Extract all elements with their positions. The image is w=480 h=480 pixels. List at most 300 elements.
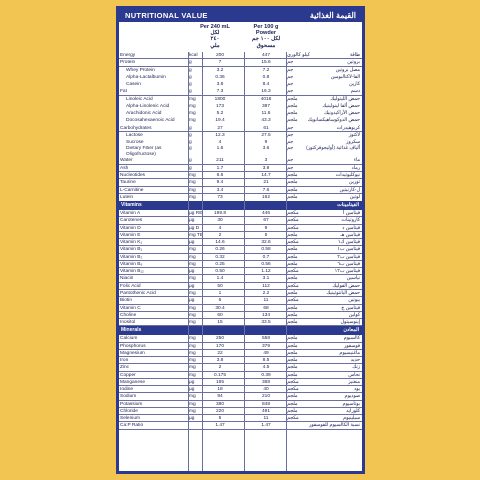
unit-ar: جم bbox=[287, 146, 294, 152]
unit-ar: ملجم bbox=[287, 261, 298, 267]
section-vitamins bbox=[119, 201, 362, 210]
value-per-100g: 3.1 bbox=[262, 276, 270, 282]
table-row bbox=[119, 187, 362, 194]
nutrient-name: Linoleic Acid bbox=[126, 96, 153, 102]
nutrient-name: Vitamin A bbox=[120, 211, 141, 217]
nutrition-table bbox=[116, 6, 365, 474]
unit-ar: جم bbox=[287, 165, 294, 171]
header-per-240ml-line3: ٢٤٠ bbox=[210, 36, 220, 43]
value-per-100g: 446 bbox=[261, 211, 270, 217]
value-per-240ml: 4 bbox=[218, 140, 222, 146]
nutrient-name: Potassium bbox=[120, 401, 143, 407]
nutrient-name: Vitamin E bbox=[120, 232, 141, 238]
value-per-240ml: 1.4 bbox=[216, 276, 224, 282]
value-per-100g: 11 bbox=[263, 416, 269, 422]
unit-ar: جم bbox=[287, 158, 294, 164]
value-per-240ml: 170 bbox=[215, 343, 224, 349]
unit-ar: ملجم bbox=[287, 232, 298, 238]
unit: mg bbox=[189, 96, 196, 102]
nutrient-name: Phosphorus bbox=[120, 343, 146, 349]
value-per-240ml: 6.6 bbox=[216, 172, 224, 178]
nutrient-name: Taurine bbox=[120, 180, 136, 186]
unit: µg bbox=[189, 416, 195, 422]
nutrient-name-ar: نيوكليوتيدات bbox=[335, 172, 360, 178]
table-row bbox=[119, 275, 362, 282]
unit-ar: جم bbox=[287, 140, 294, 146]
header-per-100g-line1: Per 100 g bbox=[253, 24, 279, 30]
value-per-240ml: 12.3 bbox=[215, 132, 225, 138]
table-row bbox=[119, 319, 362, 326]
value-per-100g: 21 bbox=[263, 180, 269, 186]
table-row bbox=[119, 335, 362, 342]
value-per-240ml: 1800 bbox=[214, 96, 226, 102]
value-per-100g: 368 bbox=[261, 379, 270, 385]
nutrient-name-ar: فيتامين د bbox=[342, 225, 360, 231]
table-row bbox=[119, 217, 362, 224]
nutrient-name: Protein bbox=[120, 60, 136, 66]
table-row bbox=[119, 157, 362, 164]
nutrient-name: Calcium bbox=[120, 336, 138, 342]
unit-ar: مكجم bbox=[287, 379, 299, 385]
table-row bbox=[119, 350, 362, 357]
unit: g bbox=[189, 140, 192, 146]
value-per-100g: 9 bbox=[264, 140, 268, 146]
column-divider bbox=[202, 52, 203, 471]
nutrient-name: Biotin bbox=[120, 298, 132, 304]
table-row bbox=[119, 179, 362, 186]
unit-ar: مكجم bbox=[287, 283, 299, 289]
value-per-240ml: 2 bbox=[218, 365, 222, 371]
table-row bbox=[119, 59, 362, 66]
value-per-100g: 32.6 bbox=[261, 240, 271, 246]
table-row bbox=[119, 103, 362, 110]
value-per-240ml: 19.4 bbox=[215, 118, 225, 124]
value-per-240ml: 60 bbox=[217, 312, 223, 318]
unit: mg bbox=[189, 118, 196, 124]
value-per-100g: 558 bbox=[261, 336, 270, 342]
unit-ar: جم bbox=[287, 67, 294, 73]
nutrient-name-ar: نسبة الكالسيوم للفوسفور bbox=[308, 423, 360, 429]
table-row bbox=[119, 232, 362, 239]
nutrient-name: Zinc bbox=[120, 365, 130, 371]
nutrient-name: Niacin bbox=[120, 276, 134, 282]
value-per-240ml: 1.6 bbox=[216, 146, 224, 152]
nutrient-name-ar: بيوتين bbox=[348, 298, 360, 304]
nutrient-name-ar: يود bbox=[354, 387, 360, 393]
nutrient-name: Energy bbox=[120, 53, 136, 58]
unit-ar: مكجم bbox=[287, 225, 299, 231]
unit: µg bbox=[189, 269, 195, 275]
value-per-240ml: 0.50 bbox=[215, 269, 225, 275]
value-per-100g: 210 bbox=[261, 394, 270, 400]
unit-ar: جم bbox=[287, 125, 294, 131]
unit-ar: ملجم bbox=[287, 365, 298, 371]
nutrient-name-ar: منغنيز bbox=[348, 379, 360, 385]
table-row bbox=[119, 372, 362, 379]
value-per-240ml: 211 bbox=[216, 158, 224, 164]
table-row bbox=[119, 74, 362, 81]
unit: g bbox=[189, 165, 192, 171]
unit-ar: ملجم bbox=[287, 247, 298, 253]
unit-ar: مكجم bbox=[287, 240, 299, 246]
unit: µg bbox=[189, 387, 195, 393]
value-per-240ml: 9.4 bbox=[216, 180, 224, 186]
nutrient-name: Sucrose bbox=[126, 140, 144, 146]
nutrient-name: Magnesium bbox=[120, 350, 145, 356]
table-row bbox=[119, 268, 362, 275]
nutrient-name-ar: فيتامين ب٦ bbox=[337, 261, 360, 267]
nutrient-name: Nucleotides bbox=[120, 172, 146, 178]
nutrient-name-ar: الفا-لاكتالبومين bbox=[330, 74, 360, 80]
header-per-100g-line4: مسحوق bbox=[256, 42, 276, 49]
nutrient-name: Lactose bbox=[126, 132, 143, 138]
nutrient-name: Manganese bbox=[120, 379, 146, 385]
nutrient-name-ar: فيتامين ك١ bbox=[337, 240, 360, 246]
nutrient-name-ar: لاكتوز bbox=[348, 132, 360, 138]
table-row bbox=[119, 379, 362, 386]
nutrient-name: L-Carnitine bbox=[120, 187, 144, 193]
section-vitamins-en: Vitamins bbox=[121, 202, 142, 209]
unit-ar: ملجم bbox=[287, 401, 298, 407]
value-per-240ml: 18 bbox=[217, 387, 223, 393]
vitamins-group bbox=[119, 210, 362, 326]
value-per-100g: 134 bbox=[261, 312, 270, 318]
nutrient-name-ar: حمض البانتوثينيك bbox=[326, 290, 360, 296]
value-per-100g: 0.56 bbox=[261, 261, 271, 267]
nutrient-name-ar: فيتامين ب٢ bbox=[337, 254, 360, 260]
nutrient-name-ar: سيلينيوم bbox=[343, 416, 360, 422]
table-row bbox=[119, 254, 362, 261]
unit: µg bbox=[189, 283, 195, 289]
value-per-240ml: 30 bbox=[217, 218, 223, 224]
unit: g bbox=[189, 82, 192, 88]
unit: g bbox=[189, 60, 192, 66]
unit: µg D bbox=[189, 225, 200, 231]
unit: mg bbox=[189, 343, 196, 349]
value-per-240ml: 5 bbox=[218, 416, 222, 422]
unit: g bbox=[189, 158, 192, 164]
unit: µg RE bbox=[189, 211, 203, 217]
value-per-100g: 0.7 bbox=[262, 254, 270, 260]
value-per-100g: 2.2 bbox=[262, 290, 270, 296]
unit-ar: مكجم bbox=[287, 211, 299, 217]
nutrient-name-ar: ل-كارنيتين bbox=[339, 187, 360, 193]
value-per-240ml: 2 bbox=[218, 232, 222, 238]
nutrient-name: Vitamin B₁ bbox=[120, 247, 143, 253]
value-per-240ml: 0.26 bbox=[215, 247, 225, 253]
table-row bbox=[119, 81, 362, 88]
nutrient-name: Casein bbox=[126, 82, 141, 88]
nutrient-name-ar: ألياف غذائية (أوليجوفركتوز) bbox=[306, 146, 360, 152]
nutrient-name: Lutein bbox=[120, 194, 134, 200]
unit: mg bbox=[189, 276, 196, 282]
value-per-240ml: 50 bbox=[217, 283, 223, 289]
unit: mg bbox=[189, 172, 196, 178]
nutrient-name-ar: طاقة bbox=[349, 53, 360, 58]
unit-ar: جم bbox=[287, 74, 294, 80]
unit: g bbox=[189, 146, 192, 152]
value-per-240ml: 7.3 bbox=[216, 89, 224, 95]
unit-ar: جم bbox=[287, 132, 294, 138]
unit-ar: ملجم bbox=[287, 276, 298, 282]
unit-ar: ملجم bbox=[287, 358, 298, 364]
value-per-240ml: 3.2 bbox=[216, 67, 224, 73]
nutrient-name: Fat bbox=[120, 89, 127, 95]
table-row bbox=[119, 297, 362, 304]
section-minerals-ar: المعادن bbox=[343, 327, 359, 334]
unit: g bbox=[189, 89, 192, 95]
unit-ar: جم bbox=[287, 89, 294, 95]
table-row bbox=[119, 408, 362, 415]
value-per-240ml: 173 bbox=[215, 103, 224, 109]
value-per-100g: 1.47 bbox=[261, 423, 271, 429]
unit: mg bbox=[189, 401, 196, 407]
value-per-100g: 0.39 bbox=[261, 372, 271, 378]
nutrient-name-ar: مصل بروتين bbox=[335, 67, 360, 73]
value-per-100g: 67 bbox=[263, 218, 269, 224]
nutrient-name-ar: زنك bbox=[352, 365, 360, 371]
table-row bbox=[119, 239, 362, 246]
value-per-100g: 7.6 bbox=[262, 187, 270, 193]
unit-ar: مكجم bbox=[287, 416, 299, 422]
value-per-240ml: 3.8 bbox=[216, 82, 224, 88]
value-per-240ml: 250 bbox=[215, 336, 224, 342]
value-per-100g: 848 bbox=[261, 401, 270, 407]
nutrient-name-ar: كازين bbox=[348, 82, 360, 88]
value-per-240ml: 94 bbox=[217, 394, 223, 400]
value-per-240ml: 22 bbox=[217, 350, 223, 356]
unit-ar: ملجم bbox=[287, 290, 298, 296]
section-minerals bbox=[119, 326, 362, 335]
value-per-100g: 16.3 bbox=[261, 89, 271, 95]
unit: mg bbox=[189, 365, 196, 371]
nutrient-name: Pantothenic Acid bbox=[120, 290, 156, 296]
table-row bbox=[119, 194, 362, 201]
unit-ar: ملجم bbox=[287, 305, 298, 311]
table-row bbox=[119, 110, 362, 117]
value-per-240ml: 27 bbox=[217, 125, 223, 131]
nutrient-name-ar: كالسيوم bbox=[343, 336, 360, 342]
table-row bbox=[119, 364, 362, 371]
value-per-240ml: 73 bbox=[217, 194, 223, 200]
nutrient-name: Docosahexaenoic Acid bbox=[126, 118, 175, 124]
nutrient-name: Whey Protein bbox=[126, 67, 155, 73]
nutrient-name-ar: فيتامين ب١ bbox=[337, 247, 360, 253]
unit: mg bbox=[189, 290, 196, 296]
nutrient-name-ar: حمض الأراكيدونيك bbox=[323, 111, 360, 117]
table-row bbox=[119, 312, 362, 319]
column-divider bbox=[244, 52, 245, 471]
table-row bbox=[119, 246, 362, 253]
title-ar: القيمة الغذائية bbox=[309, 11, 356, 20]
table-row bbox=[119, 67, 362, 74]
unit: mg bbox=[189, 111, 196, 117]
value-per-240ml: 165 bbox=[215, 379, 224, 385]
table-row bbox=[119, 401, 362, 408]
nutrient-name: Vitamin C bbox=[120, 305, 141, 311]
unit: mg bbox=[189, 312, 196, 318]
unit: µg bbox=[189, 240, 195, 246]
value-per-240ml: 7 bbox=[218, 60, 222, 66]
unit: g bbox=[189, 125, 192, 131]
table-row bbox=[119, 357, 362, 364]
nutrient-name-ar: تورين bbox=[348, 180, 360, 186]
value-per-100g: 7.2 bbox=[262, 67, 270, 73]
table-row bbox=[119, 343, 362, 350]
section-minerals-en: Minerals bbox=[121, 327, 142, 334]
value-per-240ml: 3.8 bbox=[216, 358, 224, 364]
unit-ar: ملجم bbox=[287, 394, 298, 400]
nutrient-name: Chloride bbox=[120, 408, 138, 414]
value-per-100g: 5 bbox=[264, 232, 268, 238]
table-row bbox=[119, 117, 362, 124]
header-per-240ml-line1: Per 240 mL bbox=[200, 24, 230, 30]
table-row bbox=[119, 96, 362, 103]
value-per-100g: 3.9 bbox=[262, 165, 270, 171]
value-per-100g: 14.7 bbox=[261, 172, 271, 178]
nutrient-name-ar: حمض الدوكوساهيكسانويك bbox=[307, 118, 360, 124]
nutrient-name: Alpha-Lactalbumin bbox=[126, 74, 166, 80]
nutrient-name: Vitamin D bbox=[120, 225, 141, 231]
nutrient-name: Copper bbox=[120, 372, 136, 378]
value-per-240ml: 380 bbox=[215, 401, 224, 407]
nutrient-name-ar: حمض اللينوليك bbox=[330, 96, 360, 102]
nutrient-name: Choline bbox=[120, 312, 137, 318]
value-per-100g: 0.8 bbox=[262, 74, 270, 80]
unit-ar: مكجم bbox=[287, 387, 299, 393]
unit-ar: ملجم bbox=[287, 111, 298, 117]
value-per-100g: 11 bbox=[263, 298, 269, 304]
table-row bbox=[119, 88, 362, 95]
unit: mg bbox=[189, 254, 196, 260]
value-per-100g: 40 bbox=[263, 387, 269, 393]
nutrient-name-ar: إينوسيتول bbox=[340, 320, 360, 326]
nutrient-name: Arachidonic Acid bbox=[126, 111, 162, 117]
table-row bbox=[119, 261, 362, 268]
unit-ar: كيلو كالوري bbox=[287, 53, 310, 58]
nutrient-name: Vitamin K₁ bbox=[120, 240, 143, 246]
value-per-100g: 9 bbox=[264, 225, 268, 231]
nutrient-name-ar: لوتين bbox=[349, 194, 360, 200]
unit: mg bbox=[189, 372, 196, 378]
header-per-240ml bbox=[193, 24, 237, 49]
value-per-240ml: 5.2 bbox=[216, 111, 224, 117]
table-row bbox=[119, 125, 362, 132]
table-row bbox=[119, 290, 362, 297]
unit: mg bbox=[189, 247, 196, 253]
value-per-240ml: 3.4 bbox=[216, 187, 224, 193]
unit: µg bbox=[189, 379, 195, 385]
unit-ar: ملجم bbox=[287, 350, 298, 356]
unit-ar: مكجم bbox=[287, 298, 299, 304]
nutrient-name: Folic Acid bbox=[120, 283, 141, 289]
unit-ar: جم bbox=[287, 82, 294, 88]
nutrient-name-ar: سكروز bbox=[346, 140, 360, 146]
nutrient-name-ar: صوديوم bbox=[344, 394, 360, 400]
unit-ar: ملجم bbox=[287, 103, 298, 109]
table-row bbox=[119, 386, 362, 393]
nutrient-name-ar: حديد bbox=[350, 358, 360, 364]
value-per-100g: 8.4 bbox=[262, 82, 270, 88]
table-row bbox=[119, 225, 362, 232]
value-per-240ml: 0.32 bbox=[215, 254, 225, 260]
unit-ar: ملجم bbox=[287, 408, 298, 414]
unit-ar: ملجم bbox=[287, 118, 298, 124]
unit-ar: ملجم bbox=[287, 180, 298, 186]
value-per-100g: 11.6 bbox=[261, 111, 271, 117]
value-per-240ml: 1.47 bbox=[215, 423, 225, 429]
nutrient-name-ar: فوسفور bbox=[343, 343, 360, 349]
nutrient-name-ar: نياسين bbox=[346, 276, 360, 282]
title-en: NUTRITIONAL VALUE bbox=[125, 11, 208, 20]
nutrient-name: Sodium bbox=[120, 394, 137, 400]
value-per-240ml: 5 bbox=[218, 298, 222, 304]
table-row bbox=[119, 210, 362, 217]
table-row bbox=[119, 415, 362, 422]
value-per-100g: 4018 bbox=[260, 96, 272, 102]
nutrient-name: Vitamin B₂ bbox=[120, 254, 143, 260]
unit: µg bbox=[189, 298, 195, 304]
value-per-240ml: 4 bbox=[218, 225, 222, 231]
value-per-100g: 27.5 bbox=[261, 132, 271, 138]
header-per-240ml-line2: لكل bbox=[210, 30, 220, 37]
nutrient-name: Water bbox=[120, 158, 133, 164]
nutrient-name-ar: كربوهيدرات bbox=[336, 125, 360, 131]
nutrient-name-ar: فيتامين ب١٢ bbox=[334, 269, 360, 275]
value-per-100g: 112 bbox=[262, 283, 270, 289]
unit: mg bbox=[189, 261, 196, 267]
unit-ar: ملجم bbox=[287, 336, 298, 342]
nutrient-name-ar: حمض الفوليك bbox=[332, 283, 360, 289]
column-divider bbox=[286, 52, 287, 471]
header-per-240ml-line4: ملي bbox=[210, 42, 220, 49]
unit-ar: ملجم bbox=[287, 312, 298, 318]
unit: mg bbox=[189, 408, 196, 414]
unit: mg bbox=[189, 103, 196, 109]
nutrient-name-ar: نحاس bbox=[348, 372, 360, 378]
value-per-100g: 387 bbox=[261, 103, 270, 109]
nutrient-name-ar: فيتامين ج bbox=[341, 305, 360, 311]
value-per-100g: 4.5 bbox=[262, 365, 270, 371]
table-row bbox=[119, 393, 362, 400]
column-divider bbox=[188, 52, 189, 471]
table-row bbox=[119, 132, 362, 139]
table-row bbox=[119, 305, 362, 312]
unit-ar: ملجم bbox=[287, 254, 298, 260]
nutrient-name: Iron bbox=[120, 358, 129, 364]
column-headers bbox=[119, 22, 362, 52]
table-row bbox=[119, 172, 362, 179]
value-per-100g: 3.6 bbox=[262, 146, 270, 152]
value-per-240ml: 14.6 bbox=[215, 240, 225, 246]
value-per-240ml: 1.7 bbox=[216, 165, 224, 171]
value-per-240ml: 1 bbox=[218, 290, 222, 296]
unit: mg bbox=[189, 305, 196, 311]
unit-ar: ملجم bbox=[287, 172, 298, 178]
value-per-100g: 8.5 bbox=[262, 358, 270, 364]
header-per-100g-line3: لكل ١٠٠ جم bbox=[251, 36, 281, 43]
value-per-240ml: 0.25 bbox=[215, 261, 225, 267]
nutrient-name: Carotenes bbox=[120, 218, 143, 224]
value-per-240ml: 0.36 bbox=[215, 74, 225, 80]
nutrient-name-ar: دسم bbox=[350, 89, 360, 95]
value-per-100g: 0.58 bbox=[261, 247, 271, 253]
nutrient-name: Vitamin B₁₂ bbox=[120, 269, 144, 275]
value-per-240ml: 0.175 bbox=[213, 372, 226, 378]
value-per-100g: 1.12 bbox=[261, 269, 271, 275]
table-row bbox=[119, 422, 362, 429]
unit: mg bbox=[189, 350, 196, 356]
